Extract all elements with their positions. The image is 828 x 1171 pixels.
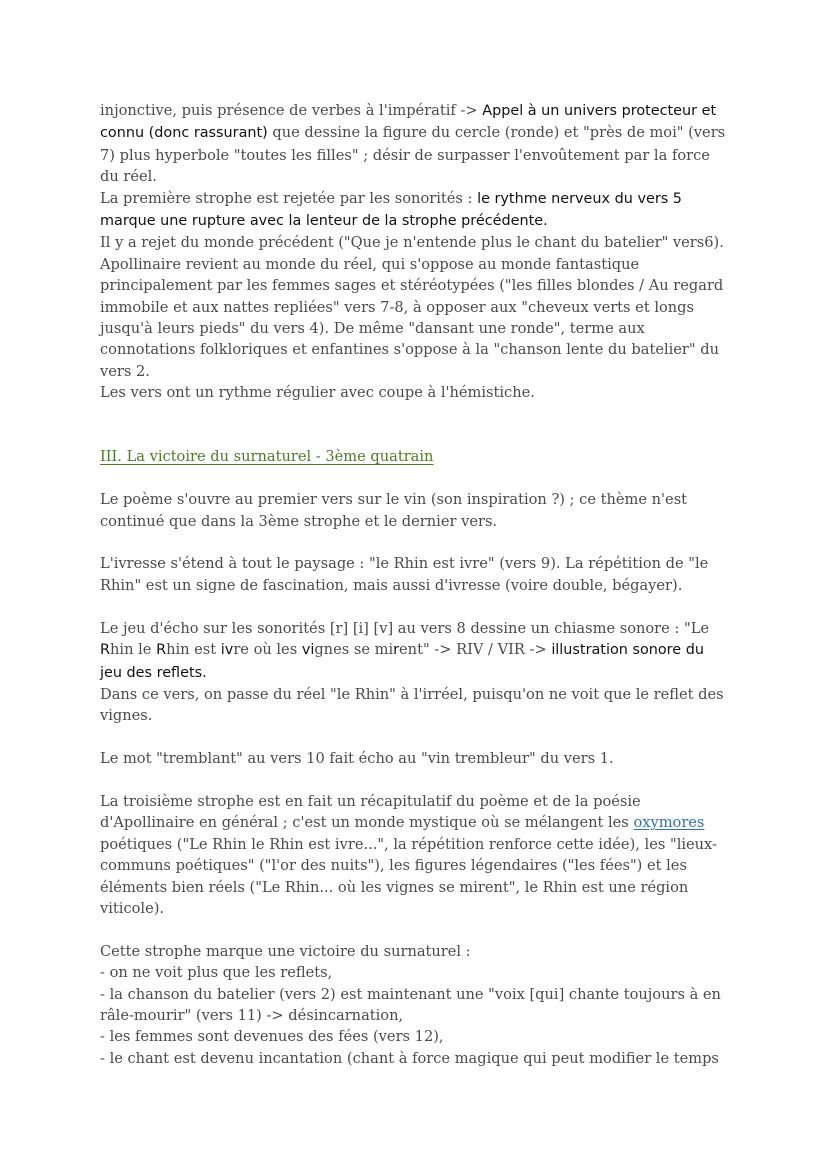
text-run: La première strophe est rejetée par les sonorités :: [100, 189, 478, 207]
text-run: que dessine la figure du cercle (ronde) et "près de moi" (vers 7) plus hyperbole "toutes les filles" ; désir de surpasser l'envoûtement par la force du réel.: [100, 124, 726, 186]
emphasis-letter: r: [393, 642, 400, 659]
text-run: gnes se mi: [314, 641, 394, 659]
paragraph-third-stanza-summary: [100, 791, 728, 919]
emphasis-letter: vi: [301, 642, 315, 659]
paragraph-rhythm: Les vers ont un rythme régulier avec coupe à l'hémistiche.: [100, 384, 535, 402]
list-item: - les femmes sont devenues des fées (vers 12),: [100, 1028, 444, 1046]
emphasis-text: illustration sonore du jeu des reflets.: [100, 642, 704, 681]
spacer: [100, 404, 728, 447]
list-item: - le chant est devenu incantation (chant à force magique qui peut modifier le temps: [100, 1049, 719, 1067]
list-item: - la chanson du batelier (vers 2) est maintenant une "voix [qui] chante toujours à en râle-mourir" (vers 11) -> désincarnation,: [100, 985, 721, 1024]
spacer: [100, 919, 728, 940]
paragraph-wine-theme: Le poème s'ouvre au premier vers sur le vin (son inspiration ?) ; ce thème n'est continué que dans la 3ème strophe et le dernier vers.: [100, 491, 688, 530]
paragraph-sound-chiasmus: [100, 618, 728, 684]
spacer: [100, 770, 728, 791]
text-run: re où les: [233, 641, 302, 659]
paragraph-first-stanza-rejected: [100, 188, 728, 233]
paragraph-real-to-unreal: Dans ce vers, on passe du réel "le Rhin" à l'irréel, puisqu'on ne voit que le reflet des vignes.: [100, 685, 724, 725]
oxymores-link[interactable]: oxymores: [633, 814, 705, 832]
spacer: [100, 468, 728, 489]
emphasis-letter: R: [100, 642, 110, 659]
section-heading-text: III. La victoire du surnaturel - 3ème quatrain: [100, 448, 434, 466]
text-run: poétiques ("Le Rhin le Rhin est ivre...", la répétition renforce cette idée), les "lieux-communs poétiques" ("l'or des nuits"), les figures légendaires ("les fées") et les éléments bien réels ("Le Rhin... où les vignes se mirent", le Rhin est une région viticole).: [100, 835, 717, 917]
emphasis-letter: iv: [220, 642, 234, 659]
text-run: hin le: [110, 641, 157, 659]
text-run: La troisième strophe est en fait un récapitulatif du poème et de la poésie d'Apollinaire en général ; c'est un monde mystique où se mélangent les: [100, 792, 641, 832]
text-run: injonctive, puis présence de verbes à l'impératif ->: [100, 102, 483, 119]
emphasis-letter: R: [156, 642, 167, 659]
list-item: - on ne voit plus que les reflets,: [100, 964, 333, 982]
emphasis-text: Appel à un univers protecteur et connu (donc rassurant): [100, 103, 717, 142]
paragraph-tremblant: Le mot "tremblant" au vers 10 fait écho au "vin trembleur" du vers 1.: [100, 750, 614, 768]
document-page: [100, 100, 728, 1069]
text-run: ent" -> RIV / VIR ->: [399, 641, 552, 659]
paragraph-imperative: [100, 100, 728, 188]
section-heading: [100, 446, 728, 467]
spacer: [100, 532, 728, 553]
text-run: Le jeu d'écho sur les sonorités [r] [i] [v] au vers 8 dessine un chiasme sonore : "Le: [100, 619, 710, 637]
paragraph-real-world: Il y a rejet du monde précédent ("Que je n'entende plus le chant du batelier" vers6). Apollinaire revient au monde du réel, qui s'oppose au monde fantastique principalement par les femmes sages et stéréotypées ("les filles blondes / Au regard immobile et aux nattes repliées" vers 7-8, à opposer aux "cheveux verts et longs jusqu'à leurs pieds" du vers 4). De même "dansant une ronde", terme aux connotations folkloriques et enfantines s'oppose à la "chanson lente du batelier" du vers 2.: [100, 234, 724, 380]
spacer: [100, 727, 728, 748]
list-intro: Cette strophe marque une victoire du surnaturel :: [100, 942, 471, 960]
text-run: hin est: [166, 641, 221, 659]
emphasis-text: le rythme nerveux du vers 5 marque une rupture avec la lenteur de la strophe précédente.: [100, 190, 682, 230]
paragraph-drunkenness: L'ivresse s'étend à tout le paysage : "le Rhin est ivre" (vers 9). La répétition de "le Rhin" est un signe de fascination, mais aussi d'ivresse (voire double, bégayer).: [100, 555, 709, 594]
spacer: [100, 596, 728, 617]
